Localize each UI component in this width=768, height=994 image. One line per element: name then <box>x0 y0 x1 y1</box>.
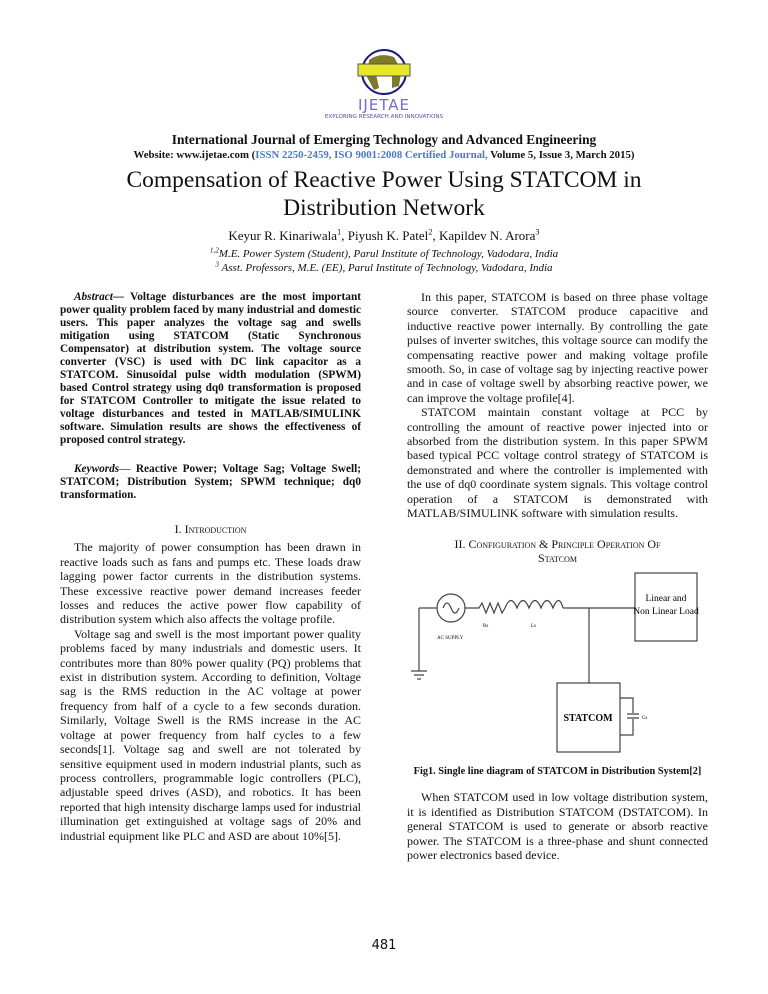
abstract-text: Voltage disturbances are the most important power quality problem faced by many industrial and domestic users. This paper analyzes the voltage sag and swells mitigation using STATCOM (Static Synchronous Compensator) at distribution system. The voltage source converter (VSC) is used with DC link capacitor as a STATCOM. Sinusoidal pulse width modulation (SPWM) based Control strategy using dq0 transformation is proposed for STATCOM Controller to mitigate the issue related to voltage disturbances and tested in MATLAB/SIMULINK software. Simulation results are shows the effectiveness of proposed control strategy. <box>60 291 361 446</box>
section-heading-introduction: I. Introduction <box>174 522 247 536</box>
keywords-text: Reactive Power; Voltage Sag; Voltage Swell; STATCOM; Distribution System; SPWM technique; dq0 transformation. <box>60 463 362 501</box>
website-prefix: Website: www.ijetae.com ( <box>133 149 256 161</box>
journal-name: International Journal of Emerging Technology and Advanced Engineering <box>171 132 597 147</box>
affiliation <box>0 247 768 261</box>
heading-line: II. Configuration & Principle Operation Of <box>454 536 661 551</box>
ls-label: Ls <box>531 624 536 630</box>
affiliation-text: Asst. Professors, M.E. (EE), Parul Institute of Technology, Vadodara, India <box>219 262 553 274</box>
paragraph: STATCOM maintain constant voltage at PCC by controlling the amount of reactive power injected into or absorbed from the distribution system. In this paper SPWM based typical PCC voltage control strategy of STATCOM is demonstrated and where the controller is implemented with the use of dq0 coordinate system signals. This voltage control operation of a STATCOM is demonstrated with MATLAB/SIMULINK software with simulation results. <box>407 405 708 521</box>
paper-header <box>0 131 768 275</box>
load-label: Linear and <box>645 594 687 605</box>
paragraph: In this paper, STATCOM is based on three phase voltage source converter. STATCOM produce capacitive and inductive reactive power internally. By controlling the gate pulses of inverter switches, this voltage source can modify the compensating reactive power and making voltage profile smooth. So, in case of voltage sag by injecting reactive power and in case of voltage swell by absorbing reactive power, we can improve the voltage profile[4]. <box>407 290 708 405</box>
authors: Keyur R. Kinariwala$^1$, Piyush K. Patel$^2$, Kapildev N. Arora$^3$ <box>228 226 540 243</box>
author-sup: 1 <box>337 226 342 237</box>
paragraph: When STATCOM used in low voltage distribution system, it is identified as Distribution STATCOM (DSTATCOM). In general STATCOM is used to generate or absorb reactive power. The STATCOM is a three-phase and shunt connected power electronics based device. <box>407 790 708 862</box>
figure-caption: Fig1. Single line diagram of STATCOM in Distribution System[2] <box>413 766 702 778</box>
paragraph: The majority of power consumption has been drawn in reactive loads such as fans and pumps etc. These loads draw lagging power factor currents in the distribution systems. These excessive reactive power demand increases feeder losses and reduces the active power flow capability of distribution system which also affects the voltage profile. <box>60 540 361 627</box>
website-suffix: Volume 5, Issue 3, March 2015) <box>487 149 635 161</box>
affiliation <box>0 261 768 275</box>
website-issn: ISSN 2250-2459, ISO 9001:2008 Certified Journal, <box>255 149 488 161</box>
abstract <box>60 291 361 447</box>
cs-label: Cs <box>642 716 648 722</box>
keywords-label: Keywords <box>74 463 120 475</box>
abstract-label: Abstract— <box>74 291 125 303</box>
capacitor-icon <box>620 698 639 735</box>
keywords <box>60 463 361 502</box>
left-column <box>60 291 361 843</box>
affiliation-sup: 3 <box>215 260 219 269</box>
journal-website-line <box>0 148 768 162</box>
author-sup: 2 <box>428 226 433 237</box>
rs-label: Rs <box>483 624 489 630</box>
author-sup: 3 <box>535 226 540 237</box>
author-name: Keyur R. Kinariwala <box>228 228 338 243</box>
ijetae-globe-logo <box>344 44 424 100</box>
inductor-icon <box>505 601 563 609</box>
affiliation-sup: 1,2 <box>209 246 219 255</box>
affiliation-text: M.E. Power System (Student), Parul Institute of Technology, Vadodara, India <box>218 248 559 260</box>
page-number: 481 <box>371 938 397 953</box>
keywords-dash: — <box>119 463 136 475</box>
author-name: Piyush K. Patel <box>347 228 429 243</box>
load-label: Non Linear Load <box>633 607 699 618</box>
author-name: Kapildev N. Arora <box>439 228 536 243</box>
statcom-single-line-diagram <box>399 571 709 763</box>
paper-title: Compensation of Reactive Power Using STATCOM in Distribution Network <box>126 167 642 221</box>
statcom-label: STATCOM <box>563 713 613 725</box>
section-heading-configuration <box>407 537 708 566</box>
sine-icon <box>443 603 459 613</box>
logo-text: IJETAE <box>357 96 411 114</box>
heading-line: Statcom <box>538 550 577 565</box>
resistor-icon <box>465 603 505 613</box>
right-column <box>407 290 708 862</box>
ac-supply-label: AC SUPPLY <box>437 636 464 642</box>
ground-icon <box>411 671 427 679</box>
paragraph: Voltage sag and swell is the most important power quality problems faced by many industrials and domestic users. It contributes more than 80% power quality (PQ) problems that exist in distribution system. According to definition, Voltage sag is the RMS reduction in the AC voltage at power frequency from half of a cycle to a few seconds duration. Similarly, Voltage Swell is the RMS increase in the AC voltage at power frequency from half cycles to a few seconds[1]. Voltage sag and swell are not tolerated by sensitive equipment used in modern industrial plants, such as process controllers, programmable logic controllers (PLC), adjustable speed drives (ASD), and robotics. It has been reported that high intensity discharge lamps used for industrial illumination get extinguished at voltage sags of 20% and industrial equipment like PLC and ASD are about 10%[5]. <box>60 626 361 843</box>
logo-tagline: EXPLORING RESEARCH AND INNOVATIONS <box>324 114 444 120</box>
